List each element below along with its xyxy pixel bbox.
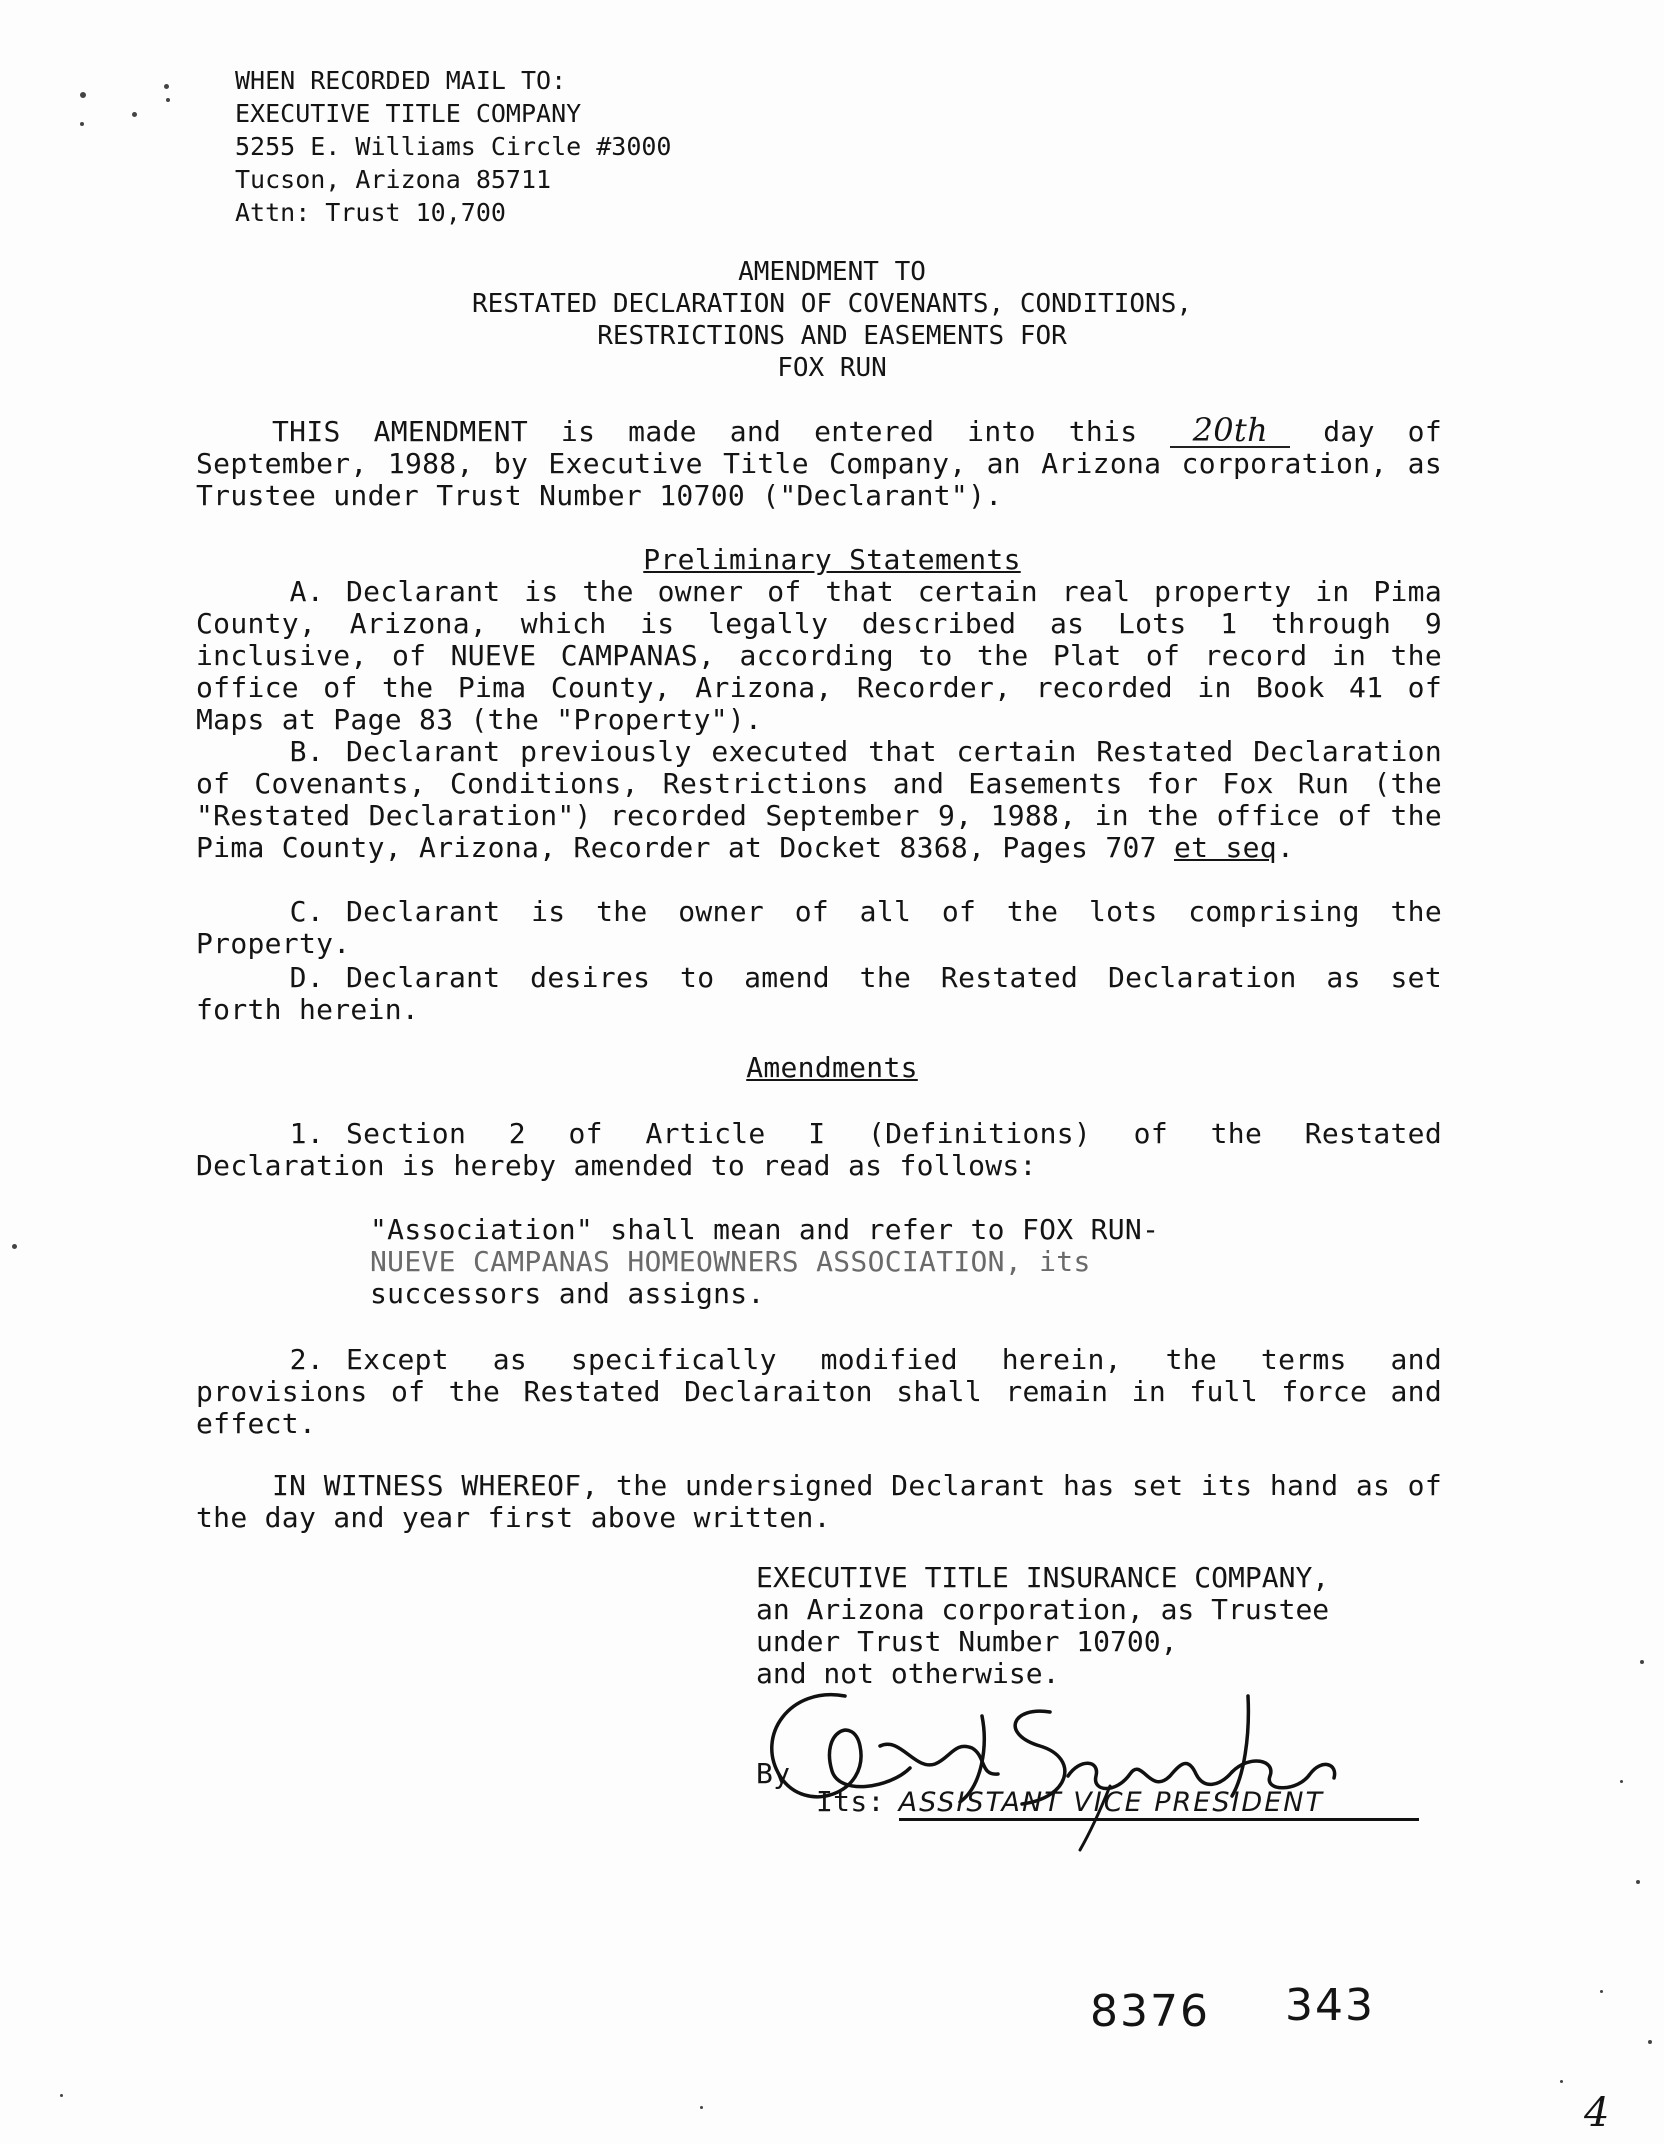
association-definition [370, 1214, 1159, 1310]
scan-speck [164, 84, 169, 89]
amendment-1-label: 1. [289, 1117, 324, 1150]
document-title [0, 256, 1664, 384]
its-label: Its: [816, 1785, 885, 1818]
quote-line-2: NUEVE CAMPANAS HOMEOWNERS ASSOCIATION, its [370, 1245, 1091, 1278]
mailing-line-2: EXECUTIVE TITLE COMPANY [235, 99, 582, 128]
amendment-2-text: Except as specifically modified herein, the terms and provisions of the Restated Declaraiton shall remain in full force and effect. [196, 1343, 1442, 1440]
mailing-line-4: Tucson, Arizona 85711 [235, 165, 552, 194]
amendment-2-label: 2. [289, 1343, 324, 1376]
statement-b [196, 736, 1442, 864]
amendments-heading: Amendments [746, 1051, 918, 1084]
signature-line-4: and not otherwise. [756, 1657, 1060, 1690]
title-line-3: RESTRICTIONS AND EASEMENTS FOR [597, 321, 1067, 351]
statement-a [196, 576, 1442, 736]
mailing-line-3: 5255 E. Williams Circle #3000 [235, 132, 672, 161]
witness-text: IN WITNESS WHEREOF, the undersigned Declarant has set its hand as of the day and year first above written. [196, 1469, 1442, 1534]
scan-speck [700, 2106, 703, 2109]
statement-c-text: Declarant is the owner of all of the lots comprising the Property. [196, 895, 1442, 960]
page-number: 343 [1285, 1980, 1375, 2031]
title-line-4: FOX RUN [777, 353, 887, 383]
statement-c-label: C. [289, 895, 324, 928]
handwritten-signature [750, 1676, 1470, 1856]
title-line-1: AMENDMENT TO [738, 257, 926, 287]
signature-line-3: under Trust Number 10700, [756, 1625, 1178, 1658]
statement-b-etseq: et seq [1174, 831, 1277, 864]
statement-d [196, 962, 1442, 1026]
scan-speck [132, 112, 137, 117]
scan-speck [1648, 2040, 1652, 2044]
intro-after-date: day of September, 1988, by Executive Title Company, an Arizona corporation, as Trustee under Trust Number 10700 ("Declarant"). [196, 415, 1442, 512]
statement-b-label: B. [289, 735, 324, 768]
intro-paragraph [196, 411, 1442, 512]
scan-speck [1640, 1660, 1644, 1664]
by-label: By [756, 1757, 791, 1790]
statement-d-label: D. [289, 961, 324, 994]
corner-mark: 4 [1584, 2090, 1610, 2136]
amendment-1 [196, 1118, 1442, 1182]
docket-number: 8376 [1090, 1986, 1210, 2037]
signature-line-1: EXECUTIVE TITLE INSURANCE COMPANY, [756, 1561, 1330, 1594]
handwritten-date: 20th [1170, 414, 1290, 448]
quote-line-3: successors and assigns. [370, 1277, 765, 1310]
signature-line-2: an Arizona corporation, as Trustee [756, 1593, 1330, 1626]
statement-b-text: Declarant previously executed that certain Restated Declaration of Covenants, Conditions, Restrictions and Easements for Fox Run (the "Restated Declaration") recorded September 9, 1988, in the office of the Pima County, Arizona, Recorder at Docket 8368, Pages 707 [196, 735, 1442, 864]
statement-b-end: . [1276, 831, 1295, 864]
statement-a-label: A. [289, 575, 324, 608]
scan-speck [12, 1244, 17, 1249]
amendment-2 [196, 1344, 1442, 1440]
mailing-line-1: WHEN RECORDED MAIL TO: [235, 66, 567, 95]
statement-c [196, 896, 1442, 960]
scan-speck [1636, 1880, 1640, 1884]
its-title: ASSISTANT VICE PRESIDENT [899, 1787, 1419, 1821]
scan-speck [1620, 1780, 1623, 1783]
quote-line-1: "Association" shall mean and refer to FOX RUN- [370, 1213, 1160, 1246]
scan-speck [60, 2094, 63, 2097]
statement-d-text: Declarant desires to amend the Restated Declaration as set forth herein. [196, 961, 1442, 1026]
its-row [816, 1786, 1419, 1821]
intro-before-date: THIS AMENDMENT is made and entered into this [272, 415, 1138, 448]
mailing-line-5: Attn: Trust 10,700 [235, 198, 506, 227]
mailing-address [235, 64, 672, 229]
statement-a-text: Declarant is the owner of that certain real property in Pima County, Arizona, which is legally described as Lots 1 through 9 inclusive, of NUEVE CAMPANAS, according to the Plat of record in the office of the Pima County, Arizona, Recorder, recorded in Book 41 of Maps at Page 83 (the "Property"). [196, 575, 1442, 736]
signature-block [756, 1562, 1329, 1690]
scan-speck [80, 122, 84, 126]
title-line-2: RESTATED DECLARATION OF COVENANTS, CONDITIONS, [471, 289, 1193, 319]
scan-speck [166, 98, 170, 102]
amendment-1-text: Section 2 of Article I (Definitions) of the Restated Declaration is hereby amended to read as follows: [196, 1117, 1442, 1182]
scan-speck [1600, 1990, 1603, 1993]
scan-speck [80, 92, 86, 98]
witness-paragraph [196, 1470, 1442, 1534]
preliminary-heading: Preliminary Statements [643, 543, 1021, 576]
scan-speck [1560, 2080, 1563, 2083]
